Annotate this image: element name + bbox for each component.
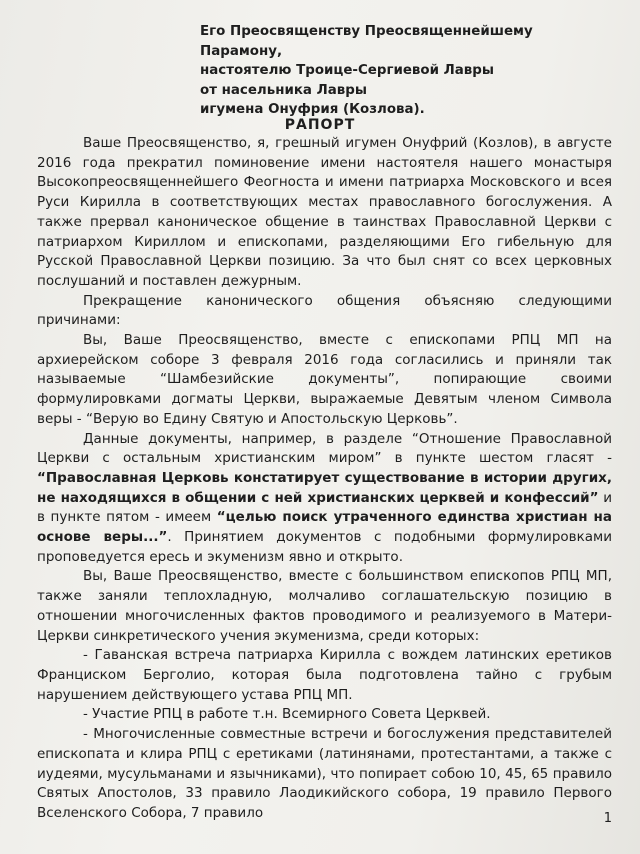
- list-item: - Многочисленные совместные встречи и богослужения представителей епископата и клира РПЦ с еретиками (латинянами, протестантами, а также с иудеями, мусульманами и язычниками), что попирает собою 10, 45, 65 правило Святых Апостолов, 33 правило Лаодикийского собора, 19 правило Первого Вселенского Собора, 7 правило: [37, 726, 612, 821]
- paragraph: Вы, Ваше Преосвященство, вместе с епископами РПЦ МП на архиерейском соборе 3 февраля 2016 года согласились и приняли так называемые “Шамбезийские документы”, попирающие своими формулировками догматы Церкви, выражаемые Девятым членом Символа веры - “Верую во Едину Святую и Апостольскую Церковь”.: [37, 332, 612, 427]
- addressee-line: Его Преосвященству Преосвященнейшему: [200, 24, 533, 39]
- quote-bold: “целью поиск утраченного единства христиан на основе веры...”: [37, 509, 612, 546]
- paragraph: Ваше Преосвященство, я, грешный игумен Онуфрий (Козлов), в августе 2016 года прекратил поминовение имени настоятеля нашего монастыря Высокопреосвященнейшего Феогноста и имени патриарха Московского и всея Руси Кирилла в соответствующих местах православного богослужения. А также прервал каноническое общение в таинствах Православной Церкви с патриархом Кириллом и епископами, разделяющими Его гибельную для Русской Православной Церкви позицию. За что был снят со всех церковных послушаний и поставлен дежурным.: [37, 135, 612, 289]
- addressee-line: от насельника Лавры: [200, 82, 367, 98]
- list-item: - Гаванская встреча патриарха Кирилла с вождем латинских еретиков Франциском Берголио, которая была подготовлена тайно с грубым нарушением действующего устава РПЦ МП.: [37, 647, 612, 703]
- addressee-line: игумена Онуфрия (Козлова).: [200, 102, 425, 118]
- addressee-line: настоятелю Троице-Сергиевой Лавры: [200, 63, 494, 79]
- quote-bold: “Православная Церковь констатирует существование в истории других, не находящихся в общении с ней христианских церквей и конфессий”: [37, 469, 612, 506]
- paragraph-text: . Принятием документов с подобными формулировками проповедуется ересь и экуменизм явно и открыто.: [37, 529, 612, 565]
- paragraph-text: Данные документы, например, в разделе “Отношение Православной Церкви с остальным христианским миром” в пункте шестом гласят -: [37, 430, 612, 467]
- paragraph: Вы, Ваше Преосвященство, вместе с большинством епископов РПЦ МП, также заняли теплохладную, молчаливо соглашательскую позицию в отношении многочисленных фактов проводимого и реализуемого в Матери-Церкви синкретического учения экуменизма, среди которых:: [37, 568, 612, 644]
- addressee-line: Парамону,: [200, 43, 283, 59]
- page-number: 1: [603, 811, 612, 826]
- document-heading: РАПОРТ: [284, 117, 356, 133]
- list-item: - Участие РПЦ в работе т.н. Всемирного Совета Церквей.: [83, 706, 491, 723]
- paragraph: Прекращение канонического общения объясняю следующими причинами:: [37, 292, 612, 329]
- paragraph-text: и в пункте пятом - имеем: [37, 489, 612, 526]
- document-body: [37, 134, 612, 824]
- addressee-block: [200, 22, 630, 120]
- paragraph: [37, 430, 612, 568]
